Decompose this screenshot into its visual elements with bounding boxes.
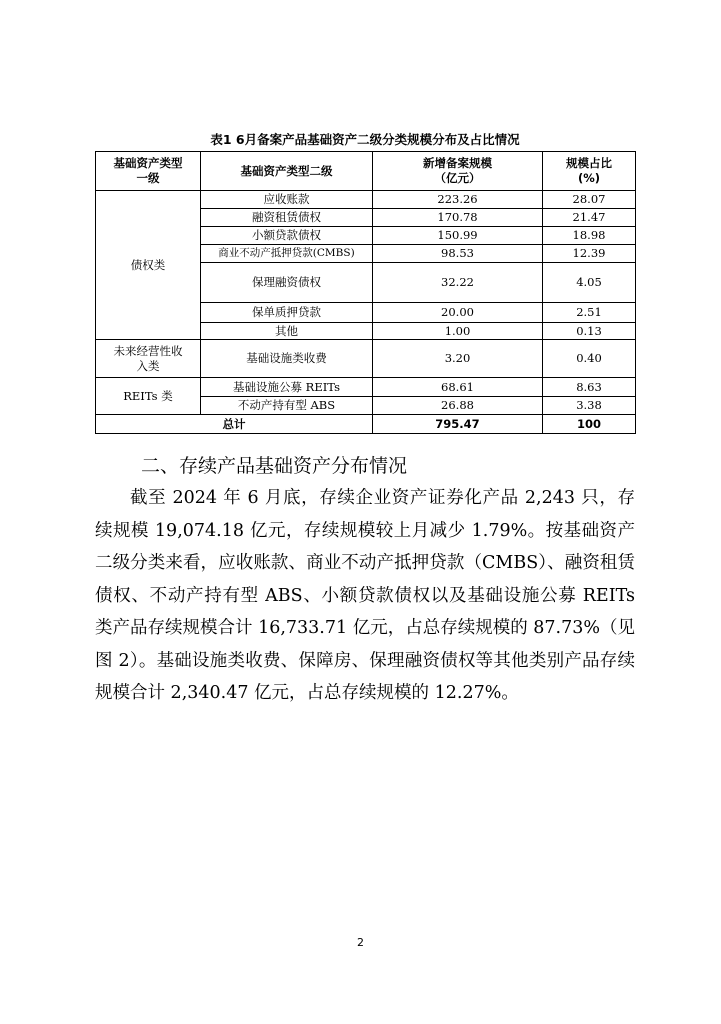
cell-share: 12.39 xyxy=(543,245,636,263)
cell-scale: 170.78 xyxy=(373,209,543,227)
cell-type: 保理融资债权 xyxy=(201,263,373,303)
cell-scale: 98.53 xyxy=(373,245,543,263)
table-row xyxy=(96,378,636,397)
header-level1-line2: 一级 xyxy=(136,171,160,185)
header-share-line1: 规模占比 xyxy=(566,156,612,170)
total-share: 100 xyxy=(543,415,636,434)
cell-type: 小额贷款债权 xyxy=(201,227,373,245)
group-reits: REITs 类 xyxy=(96,378,201,415)
group-debt: 债权类 xyxy=(96,191,201,340)
header-share-line2: (%) xyxy=(577,171,601,185)
cell-type: 基础设施类收费 xyxy=(201,340,373,378)
cell-type: 保单质押贷款 xyxy=(201,303,373,323)
cell-scale: 32.22 xyxy=(373,263,543,303)
cell-scale: 20.00 xyxy=(373,303,543,323)
cell-share: 28.07 xyxy=(543,191,636,209)
cell-share: 3.38 xyxy=(543,397,636,415)
total-label: 总计 xyxy=(96,415,373,434)
cell-type: 融资租赁债权 xyxy=(201,209,373,227)
cell-share: 21.47 xyxy=(543,209,636,227)
cell-scale: 3.20 xyxy=(373,340,543,378)
table-caption: 表1 6月备案产品基础资产二级分类规模分布及占比情况 xyxy=(210,132,520,147)
group-future-income-line1: 未来经营性收 xyxy=(113,343,183,358)
cell-scale: 68.61 xyxy=(373,378,543,397)
cell-scale: 1.00 xyxy=(373,323,543,340)
cell-share: 4.05 xyxy=(543,263,636,303)
cell-type: 商业不动产抵押贷款(CMBS) xyxy=(201,245,373,263)
cell-share: 18.98 xyxy=(543,227,636,245)
header-level1 xyxy=(96,152,201,191)
header-level1-line1: 基础资产类型 xyxy=(113,156,183,170)
table-row xyxy=(96,191,636,209)
cell-type: 不动产持有型 ABS xyxy=(201,397,373,415)
body-paragraph: 截至 2024 年 6 月底，存续企业资产证券化产品 2,243 只，存续规模 19,074.18 亿元，存续规模较上月减少 1.79%。按基础资产二级分类来看，应收账款、商业不动产抵押贷款（CMBS）、融资租赁债权、不动产持有型 ABS、小额贷款债权以及基础设施公募 REITs 类产品存续规模合计 16,733.71 亿元，占总存续规模的 87.73%（见图 2）。基础设施类收费、保障房、保理融资债权等其他类别产品存续规模合计 2,340.47 亿元，占总存续规模的 12.27%。 xyxy=(95,488,635,703)
table-header-row xyxy=(96,152,636,191)
header-scale-line2: （亿元） xyxy=(434,171,481,185)
cell-share: 0.13 xyxy=(543,323,636,340)
header-share xyxy=(543,152,636,191)
section-heading: 二、存续产品基础资产分布情况 xyxy=(141,455,408,477)
table-total-row xyxy=(96,415,636,434)
cell-scale: 223.26 xyxy=(373,191,543,209)
cell-type: 应收账款 xyxy=(201,191,373,209)
header-level2: 基础资产类型二级 xyxy=(201,152,373,191)
group-future-income-line2: 入类 xyxy=(136,358,160,373)
cell-share: 2.51 xyxy=(543,303,636,323)
page-number: 2 xyxy=(357,936,364,949)
table-row xyxy=(96,340,636,378)
total-scale: 795.47 xyxy=(373,415,543,434)
header-scale xyxy=(373,152,543,191)
cell-scale: 150.99 xyxy=(373,227,543,245)
asset-distribution-table xyxy=(95,151,636,434)
cell-scale: 26.88 xyxy=(373,397,543,415)
body-text xyxy=(95,482,635,710)
header-scale-line1: 新增备案规模 xyxy=(423,156,492,170)
group-future-income xyxy=(96,340,201,378)
cell-type: 其他 xyxy=(201,323,373,340)
cell-type: 基础设施公募 REITs xyxy=(201,378,373,397)
cell-share: 8.63 xyxy=(543,378,636,397)
cell-share: 0.40 xyxy=(543,340,636,378)
